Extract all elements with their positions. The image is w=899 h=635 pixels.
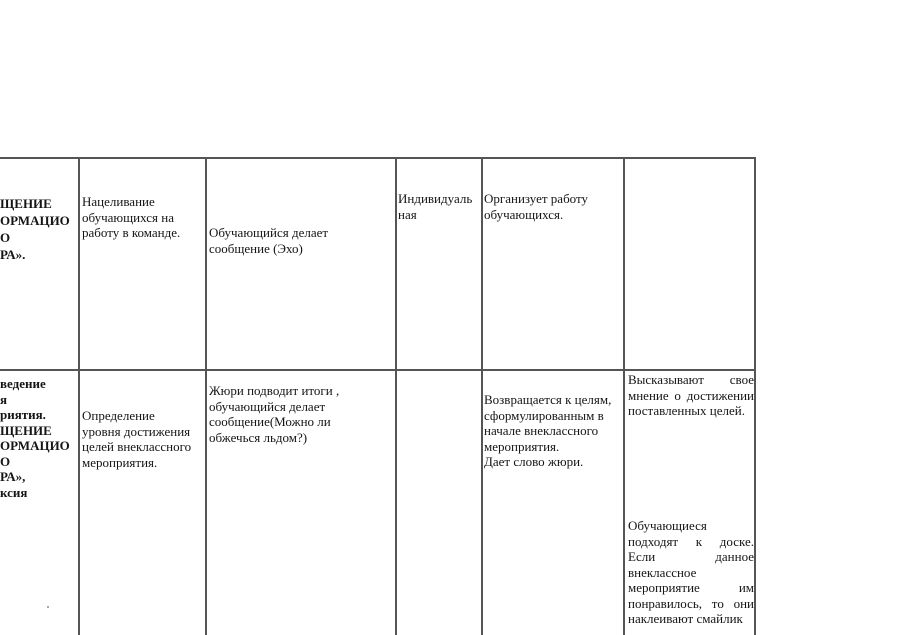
column-divider [395, 158, 397, 635]
row1-form: Индивидуаль ная [398, 191, 473, 222]
row1-teacher-activity: Организует работу обучающихся. [484, 191, 589, 222]
row2-result-part2: Обучающиеся подходят к доске. Если данное внеклассное мероприятие им понравилось, то они наклеивают смайлик [628, 518, 754, 626]
row2-goal: Определение уровня достижения целей внеклассного мероприятия. [82, 408, 192, 470]
row1-goal: Нацеливание обучающихся на работу в команде. [82, 194, 181, 240]
column-divider [481, 158, 483, 635]
row2-stage: ведение я риятия. ЩЕНИЕ ОРМАЦИО О РА», ксия [0, 376, 70, 500]
row-divider [0, 369, 756, 371]
column-divider [78, 158, 80, 635]
row2-result-part1: Высказывают свое мнение о достижении поставленных целей. [628, 372, 754, 418]
table-top-border [0, 157, 755, 159]
row2-student-activity: Жюри подводит итоги , обучающийся делает сообщение(Можно ли обжечься льдом?) [209, 383, 340, 445]
column-divider [205, 158, 207, 635]
scan-speck [47, 606, 49, 608]
row2-teacher-activity: Возвращается к целям, сформулированным в начале внеклассного мероприятия. Дает слово жюри. [484, 392, 612, 469]
column-divider [623, 158, 625, 635]
row1-student-activity: Обучающийся делает сообщение (Эхо) [209, 225, 329, 256]
table-right-border [754, 157, 756, 635]
row1-stage: ЩЕНИЕ ОРМАЦИО О РА». [0, 196, 70, 262]
